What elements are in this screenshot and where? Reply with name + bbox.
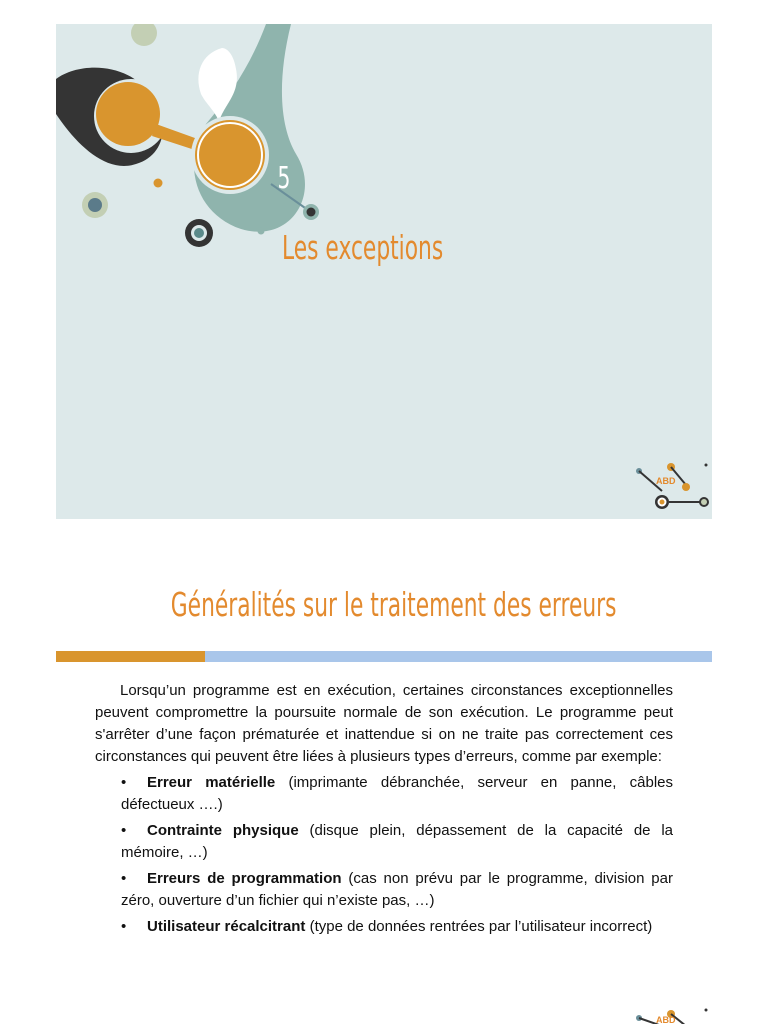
decorative-circles-graphic <box>56 24 712 519</box>
error-types-list <box>95 772 673 938</box>
list-item <box>121 868 673 912</box>
logo-text: ABD <box>656 1015 676 1025</box>
list-item <box>121 820 673 864</box>
list-item-description: (type de données rentrées par l’utilisateur incorrect) <box>305 918 653 935</box>
title-underline-orange <box>56 651 205 662</box>
chapter-number: 5 <box>277 161 291 196</box>
bullet-icon: • <box>121 822 127 839</box>
list-item-term: Erreur matérielle <box>147 774 276 791</box>
list-item-term: Erreurs de programmation <box>147 870 342 887</box>
bullet-icon: • <box>121 918 127 935</box>
logo-text: ABD <box>656 476 676 486</box>
list-item-description: (disque plein, dépassement de la capacité de la mémoire, …) <box>121 822 674 861</box>
title-underline-blue <box>205 651 712 662</box>
title-slide <box>56 24 712 519</box>
list-item <box>121 772 673 816</box>
section-title-text: Généralités sur le traitement des erreurs <box>170 585 617 624</box>
list-item-term: Utilisateur récalcitrant <box>147 918 306 935</box>
list-item <box>121 916 673 938</box>
list-item-description: (imprimante débranchée, serveur en panne, câbles défectueux ….) <box>121 774 673 813</box>
list-item-term: Contrainte physique <box>147 822 299 839</box>
body-text <box>95 680 673 942</box>
intro-paragraph: Lorsqu’un programme est en exécution, certaines circonstances exceptionnelles peuvent compromettre la poursuite normale de son exécution. Le programme peut s'arrêter d’une façon prématurée et inattendue si on ne traite pas correctement ces circonstances qui peuvent être liées à plusieurs types d’erreurs, comme par exemple: <box>95 682 673 765</box>
section-title <box>56 584 712 626</box>
abd-logo-icon <box>634 461 712 513</box>
bullet-icon: • <box>121 774 127 791</box>
list-item-description: (cas non prévu par le programme, division par zéro, ouverture d’un fichier qui n’existe pas, …) <box>121 870 673 909</box>
slide-title: Les exceptions <box>282 228 444 267</box>
bullet-icon: • <box>121 870 127 887</box>
